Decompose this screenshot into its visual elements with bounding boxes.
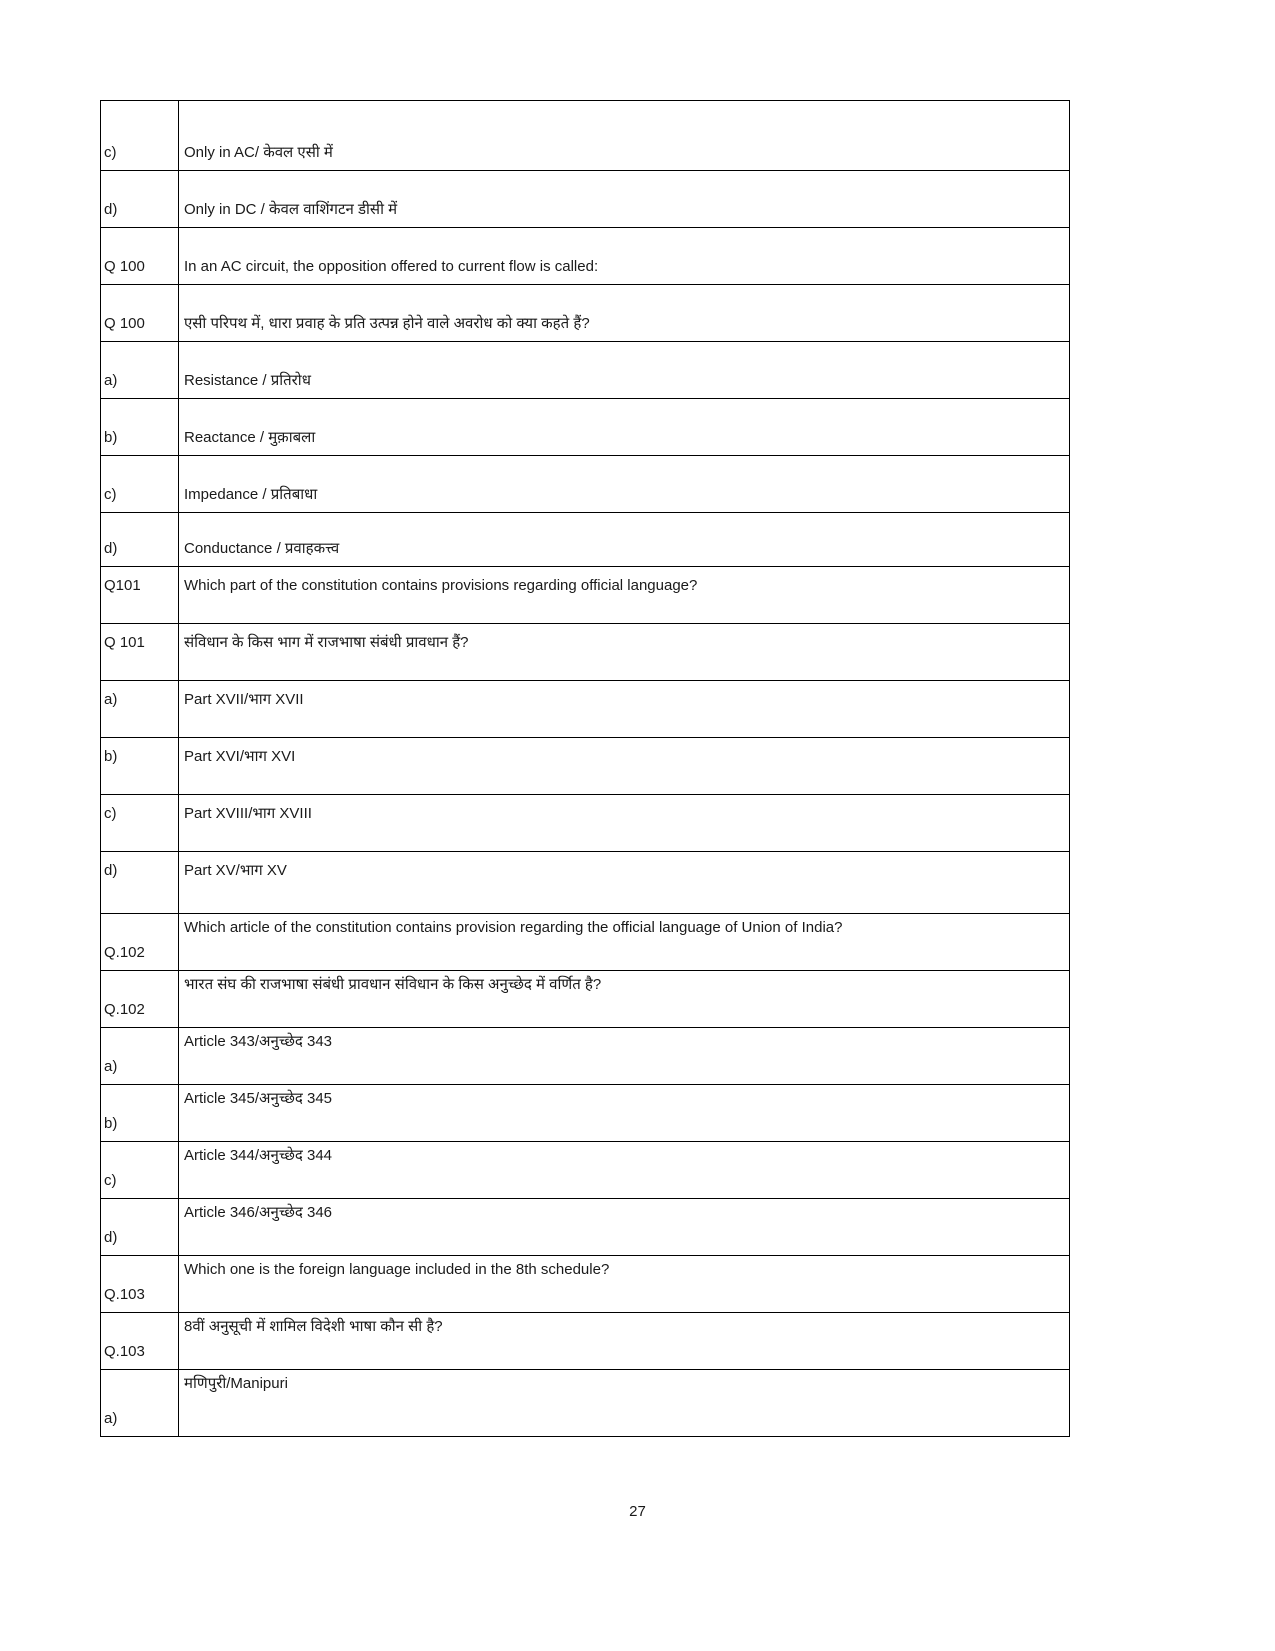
- table-row: [101, 513, 1069, 567]
- row-content: 8वीं अनुसूची में शामिल विदेशी भाषा कौन सी है?: [184, 1318, 443, 1335]
- row-content: Part XVI/भाग XVI: [184, 748, 296, 765]
- table-row: [101, 738, 1069, 795]
- row-label: Q101: [101, 567, 179, 623]
- table-row: [101, 1370, 1069, 1436]
- row-content: Reactance / मुक़ाबला: [184, 429, 316, 446]
- row-content: Conductance / प्रवाहकत्त्व: [184, 540, 340, 557]
- row-content: Article 345/अनुच्छेद 345: [184, 1090, 333, 1107]
- row-label: Q.102: [101, 914, 179, 970]
- row-content: Article 344/अनुच्छेद 344: [184, 1147, 333, 1164]
- table-row: [101, 228, 1069, 285]
- table-row: [101, 456, 1069, 513]
- table-row: [101, 1199, 1069, 1256]
- page-number: 27: [629, 1503, 646, 1520]
- row-label: d): [101, 852, 179, 913]
- table-row: [101, 852, 1069, 914]
- row-content: Impedance / प्रतिबाधा: [184, 486, 318, 503]
- table-row: [101, 342, 1069, 399]
- table-row: [101, 1028, 1069, 1085]
- row-content: Which one is the foreign language included in the 8th schedule?: [184, 1261, 610, 1278]
- table-row: [101, 1256, 1069, 1313]
- table-row: [101, 914, 1069, 971]
- row-content: Which article of the constitution contains provision regarding the official language of Union of India?: [184, 919, 843, 936]
- row-label: a): [101, 1028, 179, 1084]
- row-label: Q 100: [101, 285, 179, 341]
- table-row: [101, 1085, 1069, 1142]
- table-row: [101, 1142, 1069, 1199]
- table-row: [101, 171, 1069, 228]
- table-row: [101, 681, 1069, 738]
- row-label: b): [101, 1085, 179, 1141]
- row-content: Part XVIII/भाग XVIII: [184, 805, 312, 822]
- row-content: Only in AC/ केवल एसी में: [184, 144, 333, 161]
- question-table: [100, 100, 1070, 1437]
- row-label: d): [101, 513, 179, 566]
- row-content: Article 343/अनुच्छेद 343: [184, 1033, 333, 1050]
- row-label: Q 101: [101, 624, 179, 680]
- row-label: Q.103: [101, 1313, 179, 1369]
- row-label: b): [101, 738, 179, 794]
- row-label: a): [101, 1370, 179, 1436]
- row-label: a): [101, 681, 179, 737]
- row-label: d): [101, 1199, 179, 1255]
- row-label: c): [101, 795, 179, 851]
- table-row: [101, 567, 1069, 624]
- table-row: [101, 399, 1069, 456]
- table-row: [101, 624, 1069, 681]
- row-content: भारत संघ की राजभाषा संबंधी प्रावधान संविधान के किस अनुच्छेद में वर्णित है?: [184, 976, 602, 993]
- table-row: [101, 795, 1069, 852]
- table-row: [101, 101, 1069, 171]
- row-content: Resistance / प्रतिरोध: [184, 372, 311, 389]
- row-content: संविधान के किस भाग में राजभाषा संबंधी प्रावधान हैं?: [184, 634, 469, 651]
- row-label: b): [101, 399, 179, 455]
- row-content: एसी परिपथ में, धारा प्रवाह के प्रति उत्पन्न होने वाले अवरोध को क्या कहते हैं?: [184, 315, 590, 332]
- row-content: In an AC circuit, the opposition offered to current flow is called:: [184, 258, 599, 275]
- row-content: Part XVII/भाग XVII: [184, 691, 304, 708]
- row-label: a): [101, 342, 179, 398]
- row-label: d): [101, 171, 179, 227]
- row-label: c): [101, 1142, 179, 1198]
- row-content: Which part of the constitution contains provisions regarding official language?: [184, 577, 698, 594]
- row-content: Part XV/भाग XV: [184, 862, 287, 879]
- row-label: c): [101, 456, 179, 512]
- table-row: [101, 1313, 1069, 1370]
- row-label: Q.102: [101, 971, 179, 1027]
- row-content: Only in DC / केवल वाशिंगटन डीसी में: [184, 201, 398, 218]
- row-label: Q 100: [101, 228, 179, 284]
- row-label: Q.103: [101, 1256, 179, 1312]
- row-label: c): [101, 101, 179, 170]
- row-content: Article 346/अनुच्छेद 346: [184, 1204, 333, 1221]
- table-row: [101, 285, 1069, 342]
- table-row: [101, 971, 1069, 1028]
- row-content: मणिपुरी/Manipuri: [184, 1375, 288, 1392]
